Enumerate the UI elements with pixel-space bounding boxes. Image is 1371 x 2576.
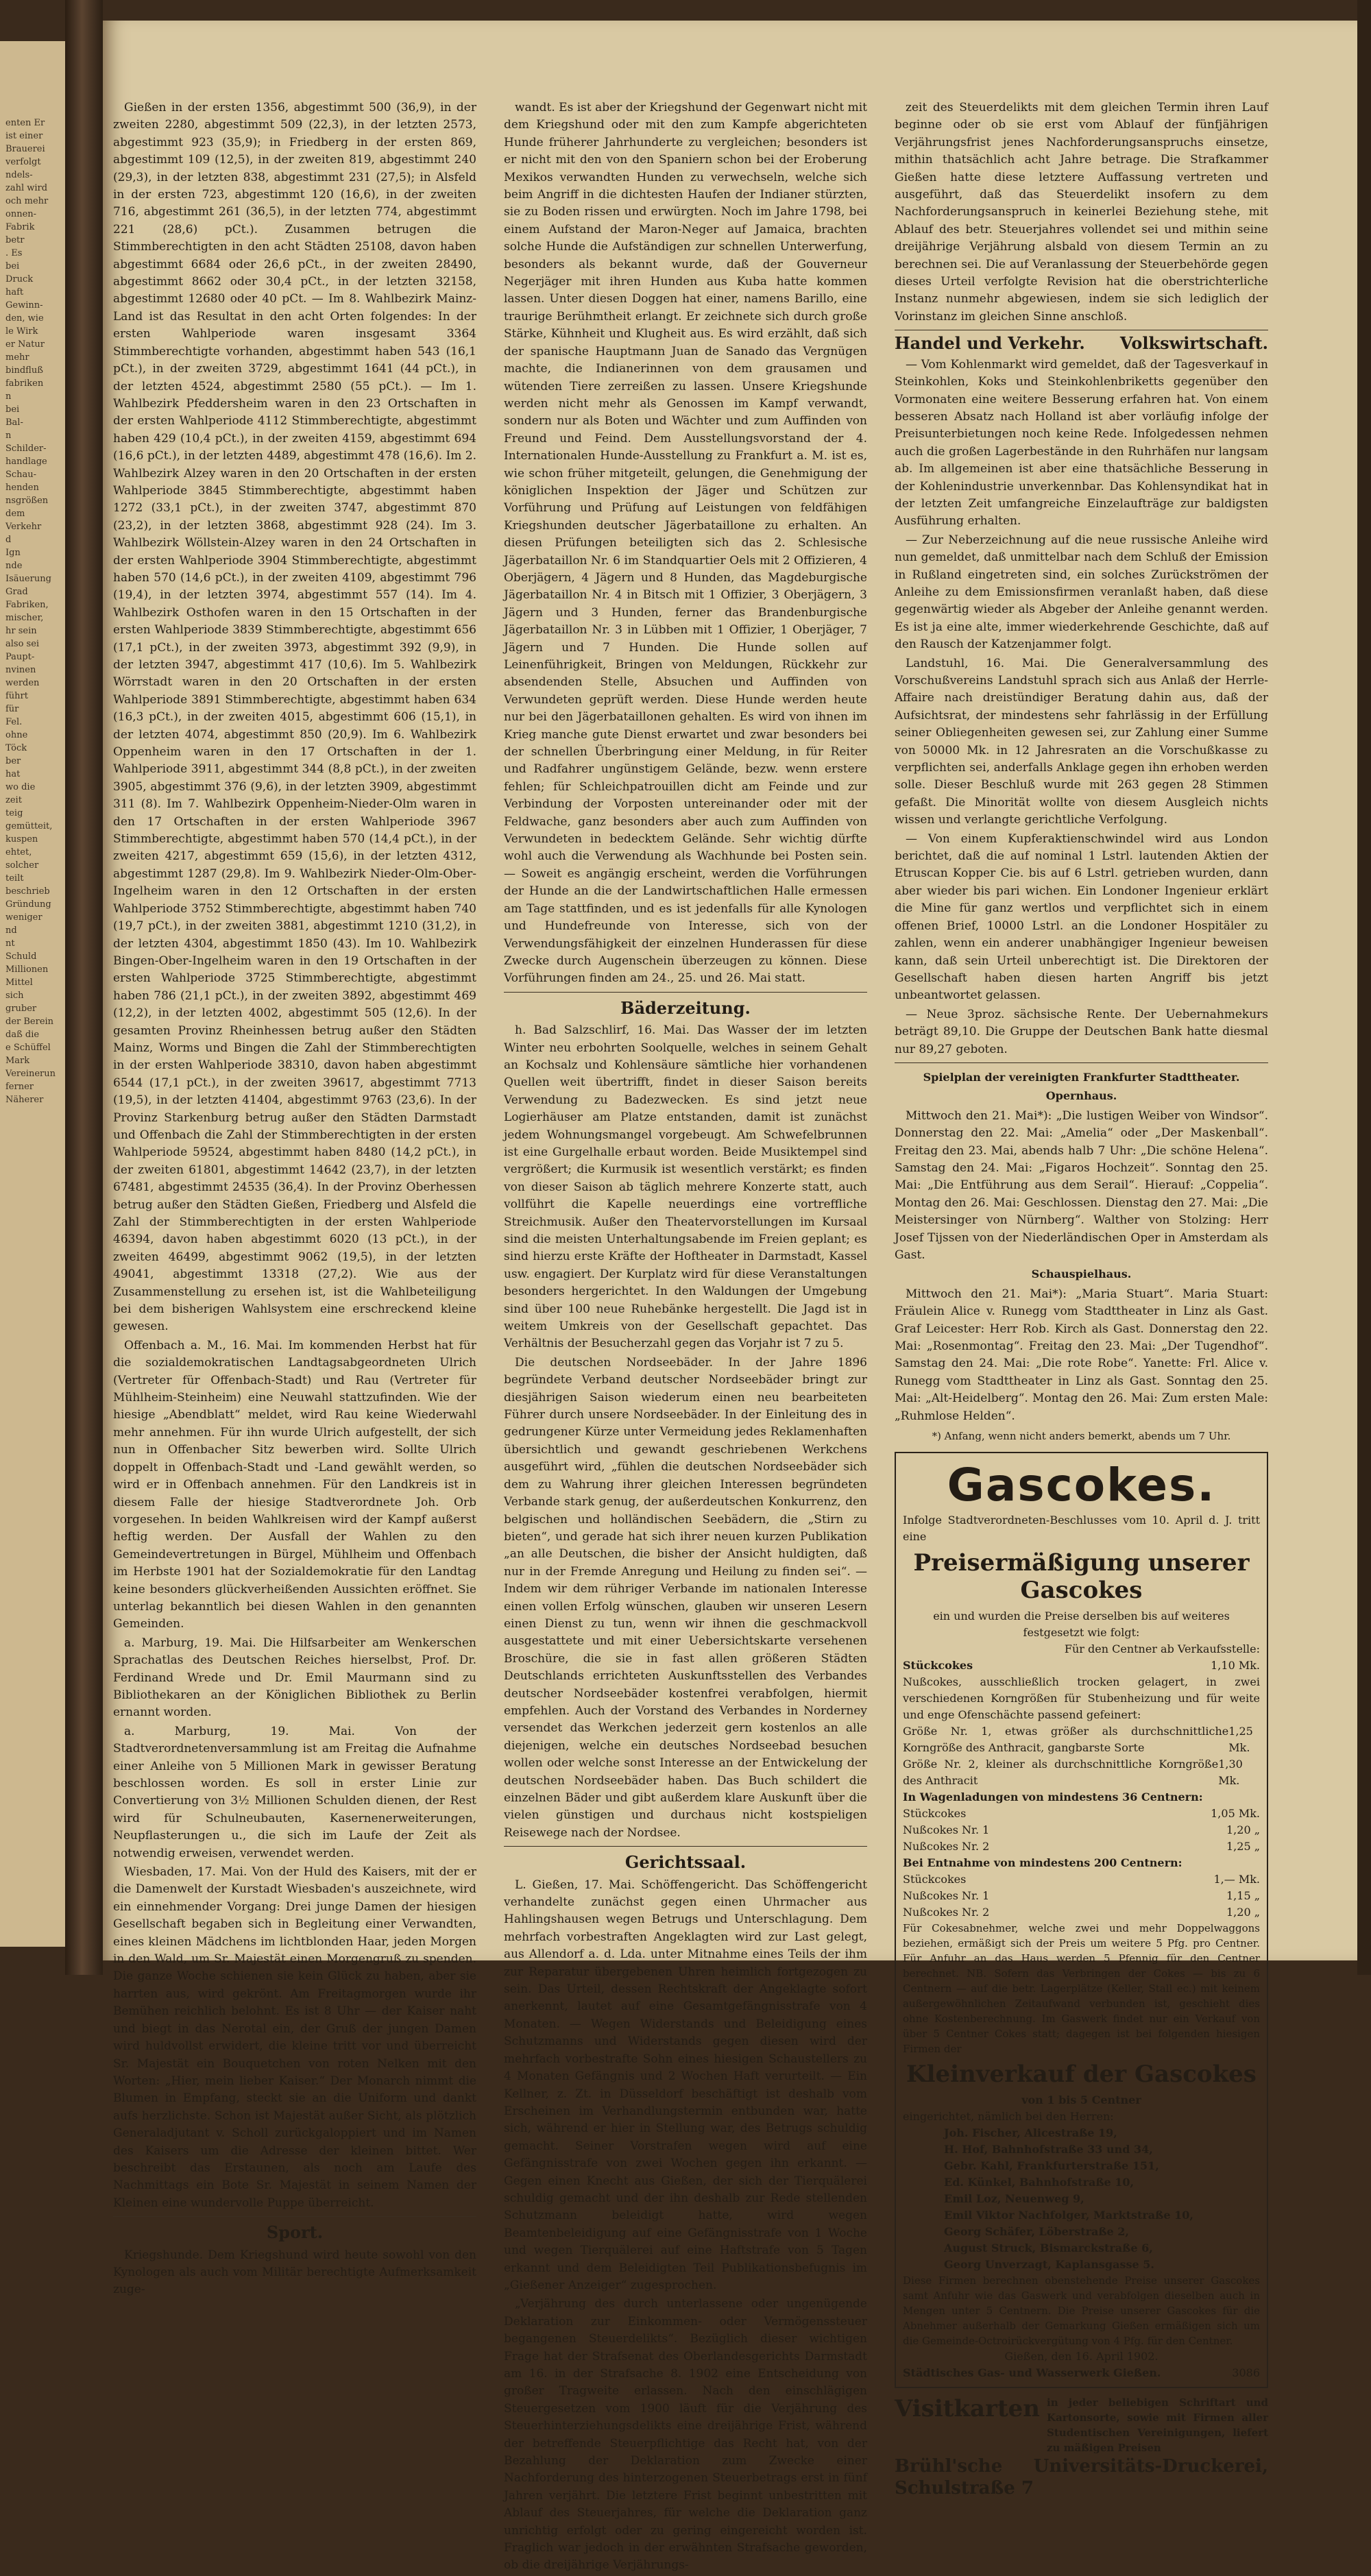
handel-heading bbox=[895, 335, 1268, 352]
russische-anleihe-news: — Zur Neberzeichnung auf die neue russische Anleihe wird nun gemeldet, daß unmittelbar nach dem Schluß der Emission in Rußland eingetreten sind, ein solches Zurückströmen der Anleihe zu dem Emissionsfirmen veranlaßt haben, daß diese gegenwärtig wieder als Abgeber der Anleihe genannt werden. Es ist ja eine alte, immer wiederkehrende Geschichte, daß auf den Rausch der Katzenjammer folgt. bbox=[895, 533, 1268, 652]
retailer-item: Emil Loz, Neuenweg 9, bbox=[944, 2192, 1084, 2206]
price-value: 1,— Mk. bbox=[1213, 1873, 1260, 1886]
retailer-item: H. Hof, Bahnhofstraße 33 und 34, bbox=[944, 2143, 1153, 2156]
price-row bbox=[903, 1723, 1260, 1756]
price-value: 1,20 „ bbox=[1226, 1906, 1260, 1919]
page-edge bbox=[1357, 0, 1371, 1975]
visitkarten-text: in jeder beliebigen Schriftart und Kartonsorte, sowie mit Firmen aller Studentischen Vereinigungen, liefert zu mäßigen Preisen bbox=[1047, 2396, 1268, 2455]
column-1 bbox=[113, 99, 476, 2300]
divider bbox=[504, 1846, 867, 1847]
visitkarten-advertisement bbox=[895, 2395, 1268, 2455]
gascokes-intro2: ein und wurden die Preise derselben bis auf weiteres festgesetzt wie folgt: bbox=[933, 1609, 1230, 1640]
price-label: Stückcokes bbox=[903, 1873, 967, 1886]
sport-text: Kriegshunde. Dem Kriegshund wird heute sowohl von den Kynologen als auch vom Militär berechtigte Aufmerksamkeit zuge- bbox=[113, 2248, 476, 2297]
price-label: Nußcokes Nr. 1 bbox=[903, 1823, 990, 1837]
landstuhl-news: Landstuhl, 16. Mai. Die Generalversammlung des Vorschußvereins Landstuhl sprach sich aus Anlaß der Herrle-Affaire nach dreistündiger Beratung dahin aus, daß der Aufsichtsrat, der mindestens sehr fahrlässig in der Erfüllung seiner Obliegenheiten gewesen sei, zur Zahlung einer Summe von 50000 Mk. in 12 Jahresraten an die Vorschußkasse zu verpflichten sei, anderfalls Anklage gegen ihn erhoben werden solle. Dieser Beschluß wurde mit 263 gegen 28 Stimmen gefaßt. Die Minorität wollte von diesem Ausgleich nichts wissen und verlangte gerichtliche Verfolgung. bbox=[895, 656, 1268, 827]
price-value: 1,15 „ bbox=[1226, 1889, 1260, 1903]
gascokes-headline: Preisermäßigung unserer Gascokes bbox=[913, 1549, 1250, 1605]
marburg-news-2: a. Marburg, 19. Mai. Von der Stadtverordnetenversammlung ist am Freitag die Aufnahme einer Anleihe von 5 Millionen Mark in gewisser Beratung beschlossen worden. Es soll in erster Linie zur Convertierung von 3½ Millionen Schulden dienen, der Rest wird für Schulneubauten, Kasernenerweiterungen, Neupflasterungen u., die sich im Laufe der Zeit als notwendig erweisen, verwendet werden. bbox=[113, 1724, 476, 1860]
column-2 bbox=[504, 99, 867, 2576]
salzschlirf-news: h. Bad Salzschlirf, 16. Mai. Das Wasser der im letzten Winter neu erbohrten Soolquelle, welches in seinem Gehalt an Kochsalz und Kohlensäure sämtliche hier vorhandenen Quellen weit übertrifft, findet in dieser Saison bereits Verwendung zu Badezwecken. Es sind jetzt neue Logierhäuser am Platze entstanden, damit ist zunächst jedem Wohnungsmangel vorgebeugt. Am Schwefelbrunnen ist eine Gurgelhalle erbaut worden. Beide Musiktempel sind vergrößert; die Kurmusik ist wesentlich verstärkt; es finden von dieser Saison ab täglich mehrere Konzerte statt, auch vollführt die Kapelle neuerdings eine vortreffliche Streichmusik. Außer den Theatervorstellungen im Kursaal sind die meisten Unterhaltungsabende im Freien geplant; es sind hierzu erste Kräfte der Hoftheater in Darmstadt, Kassel usw. engagiert. Der Kurplatz wird für diese Veranstaltungen besonders hergerichtet. In den Waldungen der Umgebung sind über 100 neue Ruhebänke hergestellt. Die Jagd ist in weitem Umkreis von der Gesellschaft gepachtet. Das Verhältnis der Besucherzahl gegen das Vorjahr ist 7 zu 5. bbox=[504, 1023, 867, 1351]
divider bbox=[113, 2216, 476, 2217]
nordseebaeder-news: Die deutschen Nordseebäder. In der Jahre 1896 begründete Verband deutscher Nordseebäder bringt zur diesjährigen Saison wiederum einen neu bearbeiteten Führer durch unsere Nordseebäder. In der Einleitung des in gedrungener Kürze unter Vermeidung jedes Reklamenhaften übersichtlich und gewandt geschriebenen Werkchens ausgeführt wird, „fühlen die deutschen Nordseebäder sich dem zu Wahrung ihrer gleichen Interessen begründeten Verbande stark genug, der außerdeutschen Konkurrenz, den belgischen und holländischen Seebädern, die „Stirn zu bieten“, und gerade hat sich ihrer neuen kurzen Publikation „an alle Deutschen, die bisher der Ansicht huldigten, daß nur in der Fremde Anregung und Heilung zu finden sei“. — Indem wir dem rühriger Verbande im nationalen Interesse einen vollen Erfolg wünschen, glauben wir unseren Lesern einen Dienst zu tun, wenn wir ihnen die geschmackvoll ausgestattete und mit einer Uebersichtskarte versehenen Broschüre, die sie in fast allen größeren Städten Deutschlands errichteten Auskunftsstellen des Verbandes deutscher Nordseebäder kostenfrei verabfolgen, hiermit empfehlen. Auch der Vorstand des Verbandes in Norderney versendet das Werkchen jederzeit gern kostenlos an alle diejenigen, welche ein deutsches Nordseebad besuchen wollen oder welche sonst Interesse an der Entwickelung der deutschen Nordseebäder haben. Das Buch schildert die einzelnen Bäder und gibt außerdem klare Auskunft über die vielen günstigen und durchaus nicht kostspieligen Reisewege nach der Nordsee. bbox=[504, 1355, 867, 1840]
price-value: 1,20 „ bbox=[1226, 1823, 1260, 1837]
price-row bbox=[903, 1657, 1260, 1674]
gascokes-advertisement bbox=[895, 1452, 1268, 2388]
retailer-item: Gebr. Kahl, Frankfurterstraße 151, bbox=[944, 2159, 1159, 2173]
schoeffengericht-report: L. Gießen, 17. Mai. Schöffengericht. Das Schöffengericht verhandelte zunächst gegen einen Uhrmacher aus Hahlingshausen wegen Betrugs und Unterschlagung. Dem mehrfach vorbestraften Angeklagten wird zur Last gelegt, aus Allendorf a. d. Lda. unter Mitnahme eines Teils der ihm zur Reparatur übergebenen Uhren heimlich fortgezogen zu sein. Das Urteil, dessen Rechtskraft der Angeklagte sofort anerkennt, lautet auf eine Gesamtgefängnisstrafe von 4 Monaten. — Wegen Widerstands und Beleidigung eines Schutzmanns und Widerstands gegen diesen wird der mehrfach vorbestrafte Sohn eines hiesigen Schaustellers zu 4 Monaten Gefängnis und 2 Wochen Haft verurteilt. — Ein Kellner, z. Zt. in Düsseldorf beschäftigt ist deshalb vom Erscheinen im Verhandlungstermin entbunden war, hatte sich, während er hier in Stellung war, des Betrugs schuldig gemacht. Seiner Vorstrafen wegen wird auf eine Gefängnisstrafe von zwei Wochen gegen ihn erkannt. — Gegen einen Knecht aus Gießen, der sich der Tierquälerei schuldig gemacht und der ihn deshalb zur Rede stellenden Schutzmann beleidigt hatte, wird wegen Beamtenbeleidigung auf eine Gefängnisstrafe von 1 Woche und wegen Tierquälerei auf eine Haftstrafe von 5 Tagen erkannt und dem Beleidigten Teil Publikationsbefugnis im „Gießener Anzeiger“ zugesprochen. bbox=[504, 1878, 867, 2292]
wagon-heading: In Wagenladungen von mindestens 36 Centnern: bbox=[903, 1790, 1203, 1804]
signature-place: Gießen, den 16. April 1902. bbox=[1004, 2350, 1158, 2364]
previous-page-edge bbox=[0, 41, 65, 1947]
gascokes-closing: Diese Firmen berechnen obenstehende Preise unserer Gascokes samt Anfuhr wie das Gaswerk und verabfolgen dieselben auch in Mengen unter 5 Centnern. Die Preise unserer Gascokes für die Abnehmer außerhalb der Gemarkung Gießen ermäßigen sich um die Gemeinde-Octroirückvergütung von 4 Pfg. für den Centner. bbox=[903, 2274, 1260, 2348]
ad-code: 3086 bbox=[1232, 2366, 1260, 2380]
price-header: Für den Centner ab Verkaufsstelle: bbox=[1064, 1642, 1260, 1656]
retailer-item: Emil Viktor Nachfolger, Marktstraße 10, bbox=[944, 2209, 1193, 2222]
gascokes-notes: Für Cokesabnehmer, welche zwei und mehr Doppelwaggons beziehen, ermäßigt sich der Preis um weitere 5 Pfg. pro Centner. Für Anfuhr an das Haus werden 5 Pfennig für den Centner berechnet. NB. Sofern das Verbringen der Cokes — bis zu 6 Centnern — auf die betr. Lagerplätze (Keller, Stall ec.) mit keinem außergewöhnlichen Zeitaufwand verbunden ist, geschieht dies ohne Kostenberechnung. Im Gaswerk findet nur ein Verkauf von über 5 Centner Cokes statt; dagegen ist bei folgenden hiesigen Firmen der bbox=[903, 1922, 1260, 2056]
price-label: Größe Nr. 1, etwas größer als durchschnittliche Korngröße des Anthracit, gangbarste Sorte bbox=[903, 1725, 1229, 1755]
retailer-item: Georg Schäfer, Löberstraße 2, bbox=[944, 2225, 1129, 2239]
price-row bbox=[903, 1838, 1260, 1855]
divider bbox=[895, 1062, 1268, 1063]
opernhaus-program: Mittwoch den 21. Mai*): „Die lustigen Weiber von Windsor“. Donnerstag den 22. Mai: „Amelia“ oder „Der Maskenball“. Freitag den 23. Mai, abends halb 7 Uhr: „Die schöne Helena“. Samstag den 24. Mai: „Figaros Hochzeit“. Sonntag den 25. Mai: „Die Entführung aus dem Serail“. Hierauf: „Coppelia“. Montag den 26. Mai: Geschlossen. Dienstag den 27. Mai: „Die Meistersinger von Nürnberg“. Walther von Stolzing: Herr Josef Tijssen von der Niederländischen Oper in Amsterdam als Gast. bbox=[895, 1108, 1268, 1262]
price-row bbox=[903, 1756, 1260, 1789]
price-row bbox=[903, 1904, 1260, 1921]
book-gutter bbox=[65, 0, 103, 1975]
offenbach-news: Offenbach a. M., 16. Mai. Im kommenden Herbst hat für die sozialdemokratischen Landtagsabgeordneten Ulrich (Vertreter für Offenbach-Stadt) und Rau (Vertreter für Mühlheim-Steinheim) eine Neuwahl stattzufinden. Wie der hiesige „Abendblatt“ meldet, wird Rau keine Wiederwahl mehr annehmen. Für ihn wurde Ulrich aufgestellt, der sich nun in Offenbacher Sitz bewerben wird. Sollte Ulrich doppelt in Offenbach-Stadt und -Land gewählt werden, so wird er in Offenbach annehmen. Für den Landkreis ist in diesem Falle der hiesige Stadtverordnete Joh. Orb vorgesehen. In beiden Wahlkreisen wird der Kampf außerst heftig werden. Der Ausfall der Wahlen zu den Gemeindevertretungen in Bürgel, Mühlheim und Offenbach im Herbste 1901 hat der Sozialdemokratie für den Landtag keine besonders glückverheißenden Aussichten eröffnet. Sie unterlag bekanntlich bei diesen Wahlen in den genannten Gemeinden. bbox=[113, 1338, 476, 1631]
price-value: 1,25 „ bbox=[1226, 1840, 1260, 1854]
gascokes-title: Gascokes. bbox=[947, 1459, 1216, 1512]
signature-name: Städtisches Gas- und Wasserwerk Gießen. bbox=[903, 2366, 1161, 2380]
verjaehrung-continued: zeit des Steuerdelikts mit dem gleichen Termin ihren Lauf beginne oder ob sie erst vom Ablauf der fünfjährigen Verjährungsfrist jenes Nachforderungsanspruchs einsetze, mithin thatsächlich acht Jahre betrage. Die Strafkammer Gießen hatte diese letztere Auffassung vertreten und ausgeführt, daß das Steuerdelikt insofern zu dem Nachforderungsanspruch in keinerlei Beziehung stehe, mit Ablauf des betr. Steuerjahres vollendet sei und mithin seine dreijährige Verjährung alsbald von diesem Termin an zu berechnen sei. Die auf Veranlassung der Steuerbehörde gegen dieses Urteil verfolgte Revision hat die oberstrichterliche Instanz nunmehr abgewiesen, indem sie sich lediglich der Vorinstanz im gleichen Sinne anschloß. bbox=[895, 101, 1268, 324]
kriegshunde-continued: wandt. Es ist aber der Kriegshund der Gegenwart nicht mit dem Kriegshund oder mit den zum Kampfe abgerichteten Hunde früherer Jahrhunderte zu vergleichen; besonders ist er nicht mit den von den Spaniern schon bei der Eroberung Mexikos verwandten Hunden zu verwechseln, welche sich beim Angriff in die dichtesten Haufen der Indianer stürzten, sie zu Boden rissen und erwürgten. Noch im Jahre 1798, bei einem Aufstand der Maron-Neger auf Jamaica, brachten solche Hunde die Aufständigen zur schnellen Unterwerfung, besonders als bekannt wurde, daß der Gouverneur Negerjäger mit ihren Hunden aus Kuba hatte kommen lassen. Unter diesen Doggen hat einer, namens Barillo, eine traurige Berühmtheit erlangt. Er zeichnete sich durch große Stärke, Kühnheit und Klugheit aus. Es wird erzählt, daß sich der spanische Hauptmann Juan de Sanado das Vergnügen machte, die Indianerinnen von dem grausamen und wütenden Tiere zerreißen zu lassen. Unsere Kriegshunde werden nicht mehr als Genossen im Kampf verwandt, sondern nur als Boten und Wächter und zum Auffinden von Freund und Feind. Dem Ausstellungsvorstand der 4. Internationalen Hunde-Ausstellung zu Frankfurt a. M. ist es, wie schon früher mitgeteilt, gelungen, die Genehmigung der königlichen Inspektion der Jäger und Schützen zur Vorführung und Prüfung auf Leistungen von feldfähigen Kriegshunden deutscher Jägerbataillone zu erhalten. An diesen Prüfungen beteiligten sich das 2. Schlesische Jägerbataillon Nr. 6 im Standquartier Oels mit 2 Offizieren, 4 Oberjägern, 4 Jägern und 8 Hunden, das Magdeburgische Jägerbataillon Nr. 4 in Bitsch mit 1 Offizier, 3 Oberjägern, 3 Jägern und 3 Hunden, ferner das Brandenburgische Jägerbataillon Nr. 3 in Lübben mit 1 Offizier, 1 Oberjäger, 7 Jägern und 7 Hunden. Die Hunde sollen auf Leinenführigkeit, Bringen von Meldungen, Rückkehr zur absendenden Stelle, Absuchen und Auffinden von Verwundeten geprüft werden. Diese Hunde werden heute nur bei den Jägerbataillonen gehalten. Es wird von ihnen im Krieg manche gute Dienst erwartet und zwar besonders bei der schnellen Überbringung einer Meldung, in für Reiter und Radfahrer ungünstigem Gelände, bezw. wenn erstere fehlen; für Schleichpatrouillen dicht am Feinde und zur Verbindung der Vorposten untereinander oder mit der Feldwache, ganz besonders aber auch zum Auffinden von Verwundeten in bedecktem Gelände. Sehr wichtig dürfte wohl auch die Verwendung als Wachhunde bei Posten sein. — Soweit es angängig erscheint, werden die Vorführungen der Hunde an die der Landwirtschaftlichen Halle ermessen am Tage stattfinden, und es ist jedenfalls für alle Kynologen und Hundefreunde von Interesse, sich von der Verwendungsfähigkeit der einzelnen Hunderassen für diese Zwecke durch Augenschein überzeugen zu können. Diese Vorführungen finden am 24., 25. und 26. Mai statt. bbox=[504, 101, 867, 986]
price-value: 1,10 Mk. bbox=[1211, 1659, 1260, 1673]
verjaehrung-report: „Verjährung des durch unterlassene oder ungenügende Deklaration zur Einkommen- oder Vermögenssteuer begangenen Steuerdelikts“. Bezüglich dieser wichtigen Frage hat der Strafsenat des Oberlandesgerichts Darmstadt am 16. in der Strafsache 8. 1902 eine Entscheidung von großer Tragweite erlassen. Nach den einschlägigen Steuergesetzen vom 1900 läuft für die Verjährung des Steuerhinterziehungsdelikts eine dreijährige Frist, während der betreffende Steuerpflichtige das Recht hat, von der Bezahlung der Deklaration zum Zwecke einer Nachforderung des hinterzogenen Steuerbetrags erst in fünf Jahren verjährt. Die letztere Frist beginnt unbestritten mit Ablauf des Steuerjahres, für welche die Deklaration ganz unrichtig erfolgt oder zu gering eingereicht worden ist. Fraglich war jedoch in der erwähnten Strafsache geworden, ob die dreijährige Verjährungs- bbox=[504, 2297, 867, 2573]
wiesbaden-news: Wiesbaden, 17. Mai. Von der Huld des Kaisers, mit der er die Damenwelt der Kurstadt Wiesbaden's auszeichnete, wird ein einnehmender Vorgang: Drei junge Damen der hiesigen Gesellschaft begaben sich in Begleitung einer Verwandten, eines kleinen Mädchens im lichtblonden Haar, jeden Morgen in den Wald, um Sr. Majestät einen Morgengruß zu spenden. Die ganze Woche schienen sie kein Glück zu haben, aber sie harrten aus, wird gekrönt. Am Freitagmorgen wurde ihr Bemühen reichlich belohnt. Es ist 8 Uhr — der Kaiser naht und biegt in das Nerotal ein, der Gruß der jungen Damen wird huldvollst erwidert, die kleine tritt vor und überreicht Sr. Majestät ein Bouquetchen von roten Nelken mit den Worten: „Hier, mein lieber Kaiser.“ Der Monarch nimmt die Blumen in Empfang, steckt sie an die Uniform und dankt aufs herzlichste. Schon ist Majestät außer Sicht, als plötzlich Generaladjutant v. Scholl zurückgaloppiert und im Namen des Kaisers um die Adresse der kleinen bittet. Wer beschreibt das Erstaunen, als noch am Laufe des Nachmittags ein Bote Sr. Majestät in seinem Namen der Kleinen eine wundervolle Puppe überreicht. bbox=[113, 1865, 476, 2210]
price-label: Stückcokes bbox=[903, 1659, 973, 1673]
schauspielhaus-heading: Schauspielhaus. bbox=[1031, 1267, 1132, 1281]
sport-heading: Sport. bbox=[266, 2222, 324, 2243]
retailer-item: Ed. Künkel, Bahnhofstraße 10, bbox=[944, 2176, 1135, 2189]
visitkarten-firm: Brühl'sche Universitäts-Druckerei, Schulstraße 7 bbox=[895, 2456, 1268, 2499]
price-label: Nußcokes, ausschließlich trocken gelagert, in zwei verschiedenen Korngrößen für Stubenheizung und für weite und enge Ofenschächte passend gefeinert: bbox=[903, 1675, 1260, 1722]
kupferaktien-news: — Von einem Kupferaktienschwindel wird aus London berichtet, daß die auf nominal 1 Lstrl. lautenden Aktien der Etruscan Kopper Cie. bis auf 6 Lstrl. getrieben wurden, dann aber wieder bis pari wichen. Ein Londoner Ingenieur erklärt die Mine für ganz wertlos und verpflichtet sich in einem offenen Brief, 10000 Lstrl. an die Londoner Hospitäler zu zahlen, wenn ein anderer unabhängiger Ingenieur beweisen kann, daß sein Urteil unberechtigt ist. Die Direktoren der Gesellschaft haben diesen harten Angriff bis jetzt unbeantwortet gelassen. bbox=[895, 831, 1268, 1003]
signature-row bbox=[903, 2365, 1260, 2381]
retail-heading: Kleinverkauf der Gascokes bbox=[906, 2061, 1257, 2089]
saechsische-rente-news: — Neue 3proz. sächsische Rente. Der Uebernahmekurs beträgt 89,10. Die Gruppe der Deutschen Bank hatte diesmal nur 89,27 geboten. bbox=[895, 1007, 1268, 1056]
column-3 bbox=[895, 99, 1268, 2499]
baederzeitung-heading: Bäderzeitung. bbox=[620, 997, 751, 1018]
price-label: Größe Nr. 2, kleiner als durchschnittliche Korngröße des Anthracit bbox=[903, 1758, 1219, 1788]
price-label: Stückcokes bbox=[903, 1807, 967, 1821]
opernhaus-heading: Opernhaus. bbox=[1045, 1089, 1117, 1103]
marburg-news-1: a. Marburg, 19. Mai. Die Hilfsarbeiter am Wenkerschen Sprachatlas des Deutschen Reiches hierselbst, Prof. Dr. Ferdinand Wrede und Dr. Emil Maurmann sind zu Bibliothekaren an der Königlichen Bibliothek zu Berlin ernannt worden. bbox=[113, 1636, 476, 1720]
previous-page-text: enten Er ist einer Brauerei verfolgt ndels- zahl wird och mehr onnen- Fabrik betr . Es bei Druck haft Gewinn- den, wie le Wirk er Natur mehr bindfluß fabriken n bei Bal- n Schilder- handlage Schau- henden nsgrößen dem Verkehr d Ign nde Isäuerung Grad Fabriken, mischer, hr sein also sei Paupt- nvinen werden führt für Fel. ohne Töck ber hat wo die zeit teig gemütteit, kuspen ehtet, solcher teilt beschrieb Gründung weniger nd nt Schuld Millionen Mittel sich gruber der Berein daß die e Schüffel Mark Vereinerun ferner Näherer bbox=[5, 118, 56, 1105]
retail-intro: eingerichtet, nämlich bei den Herren: bbox=[903, 2110, 1114, 2124]
election-statistics-paragraph: Gießen in der ersten 1356, abgestimmt 500 (36,9), in der zweiten 2280, abgestimmt 509 (22,3), in der letzten 2573, abgestimmt 923 (35,9); in Friedberg in der ersten 869, abgestimmt 109 (12,5), in der zweiten 819, abgestimmt 240 (29,3), in der letzten 838, abgestimmt 231 (27,5); in Alsfeld in der ersten 723, abgestimmt 120 (16,6), in der zweiten 716, abgestimmt 261 (36,5), in der letzten 774, abgestimmt 221 (28,6) pCt.). Zusammen betrugen die Stimmberechtigten in den acht Städten 25108, davon haben abgestimmt 6684 oder 26,6 pCt., in der zweiten 28490, abgestimmt 8662 oder 30,4 pCt., in der letzten 32158, abgestimmt 12680 oder 40 pCt. — Im 8. Wahlbezirk Mainz-Land ist das Resultat in den acht Orten folgendes: In der ersten Wahlperiode waren insgesamt 3364 Stimmberechtigte vorhanden, abgestimmt haben 543 (16,1 pCt.), in der zweiten 3729, abgestimmt 1641 (44 pCt.), in der letzten 4524, abgestimmt 2580 (55 pCt.). — Im 1. Wahlbezirk Pfeddersheim waren in den 23 Ortschaften in der ersten Wahlperiode 4112 Stimmberechtigte, abgestimmt haben 429 (10,4 pCt.), in der zweiten 4159, abgestimmt 694 (16,6 pCt.), in der letzten 4489, abgestimmt 478 (16,6). Im 2. Wahlbezirk Alzey waren in den 20 Ortschaften in der ersten Wahlperiode 3845 Stimmberechtigte, abgestimmt haben 1272 (33,1 pCt.), in der zweiten 3747, abgestimmt 870 (23,2), in der letzten 3868, abgestimmt 928 (24). Im 3. Wahlbezirk Wöllstein-Alzey waren in den 24 Ortschaften in der ersten Wahlperiode 3904 Stimmberechtigte, abgestimmt haben 570 (14,6 pCt.), in der zweiten 4109, abgestimmt 796 (19,4), in der letzten 3974, abgestimmt 557 (14). Im 4. Wahlbezirk Osthofen waren in den 15 Ortschaften in der ersten Wahlperiode 3839 Stimmberechtigte, abgestimmt 656 (17,1 pCt.), in der zweiten 3973, abgestimmt 392 (9,9), in der letzten 3947, abgestimmt 417 (10,6). Im 5. Wahlbezirk Wörrstadt waren in den 20 Ortschaften in der ersten Wahlperiode 3891 Stimmberechtigte, abgestimmt haben 634 (16,3 pCt.), in der zweiten 4015, abgestimmt 606 (15,1), in der letzten 4074, abgestimmt 850 (20,9). Im 6. Wahlbezirk Oppenheim waren in den 17 Ortschaften in der 1. Wahlperiode 3911, abgestimmt 344 (8,8 pCt.), in der zweiten 3905, abgestimmt 376 (9,6), in der letzten 3909, abgestimmt 311 (8). Im 7. Wahlbezirk Oppenheim-Nieder-Olm waren in den 17 Ortschaften in der ersten Wahlperiode 3967 Stimmberechtigte, abgestimmt haben 570 (14,4 pCt.), in der zweiten 4217, abgestimmt 659 (15,6), in der letzten 4312, abgestimmt 1287 (29,8). Im 9. Wahlbezirk Nieder-Olm-Ober-Ingelheim waren in den 12 Ortschaften in der ersten Wahlperiode 3752 Stimmberechtigte, abgestimmt haben 740 (19,7 pCt.), in der zweiten 3881, abgestimmt 1210 (31,2), in der letzten 4304, abgestimmt 1850 (43). Im 10. Wahlbezirk Bingen-Ober-Ingelheim waren in den 19 Ortschaften in der ersten Wahlperiode 3725 Stimmberechtigte, abgestimmt haben 786 (21,1 pCt.), in der zweiten 3892, abgestimmt 469 (12,2), in der letzten 4002, abgestimmt 505 (12,6). In der gesamten Provinz Rheinhessen betrug außer den Städten Mainz, Worms und Bingen die Zahl der Stimmberechtigten in der ersten Wahlperiode 38310, davon haben abgestimmt 6544 (17,1 pCt.), in der zweiten 39617, abgestimmt 7713 (19,5), in der letzten 41404, abgestimmt 9763 (23,6). In der Provinz Starkenburg betrug außer den Städten Darmstadt und Offenbach die Zahl der Stimmberechtigten in der ersten Wahlperiode 59524, abgestimmt haben 8480 (14,2 pCt.), in der zweiten 61801, abgestimmt 14642 (23,7), in der letzten 67481, abgestimmt 24535 (36,4). In der Provinz Oberhessen betrug außer den Städten Gießen, Friedberg und Alsfeld die Zahl der Stimmberechtigten in der ersten Wahlperiode 46394, davon haben abgestimmt 6020 (13 pCt.), in der zweiten 46499, abgestimmt 9062 (19,5), in der letzten 49041, abgestimmt 13318 (27,2). Wie aus der Zusammenstellung zu ersehen ist, ist die Wahlbeteiligung bei dem bisherigen Wahlsystem eine erschreckend kleine gewesen. bbox=[113, 101, 476, 1334]
retailer-item: Joh. Fischer, Alicestraße 19, bbox=[944, 2126, 1117, 2140]
price-value: 1,30 Mk. bbox=[1218, 1758, 1243, 1788]
price-row bbox=[903, 1822, 1260, 1838]
price-value: 1,05 Mk. bbox=[1211, 1807, 1260, 1821]
gascokes-intro: Infolge Stadtverordneten-Beschlusses vom 10. April d. J. tritt eine bbox=[903, 1514, 1260, 1544]
price-row bbox=[903, 1806, 1260, 1822]
price-label: Nußcokes Nr. 1 bbox=[903, 1889, 990, 1903]
schauspielhaus-program: Mittwoch den 21. Mai*): „Maria Stuart“. Maria Stuart: Fräulein Alice v. Runegg vom Stadttheater in Linz als Gast. Graf Leicester: Herr Rob. Kirch als Gast. Donnerstag den 22. Mai: „Rosenmontag“. Freitag den 23. Mai: „Der Tugendhof“. Samstag den 24. Mai: „Die rote Robe“. Yanette: Frl. Alice v. Runegg vom Stadttheater in Linz als Gast. Sonntag den 25. Mai: „Alt-Heidelberg“. Montag den 26. Mai: Zum ersten Male: „Ruhmlose Helden“. bbox=[895, 1287, 1268, 1423]
price-row bbox=[903, 1871, 1260, 1888]
program-note: *) Anfang, wenn nicht anders bemerkt, abends um 7 Uhr. bbox=[932, 1430, 1231, 1443]
price-label: Nußcokes Nr. 2 bbox=[903, 1906, 990, 1919]
handel-heading-right: Volkswirtschaft. bbox=[1119, 333, 1268, 354]
spielplan-heading: Spielplan der vereinigten Frankfurter Stadttheater. bbox=[923, 1070, 1240, 1084]
price-row bbox=[903, 1674, 1260, 1723]
divider bbox=[504, 992, 867, 993]
retail-subheading: von 1 bis 5 Centner bbox=[1021, 2093, 1141, 2107]
gerichtssaal-heading: Gerichtssaal. bbox=[624, 1852, 747, 1873]
price-row bbox=[903, 1888, 1260, 1904]
visitkarten-title: Visitkarten bbox=[895, 2395, 1041, 2423]
bulk-heading: Bei Entnahme von mindestens 200 Centnern: bbox=[903, 1856, 1182, 1870]
retailer-item: August Struck, Bismarckstraße 6, bbox=[944, 2241, 1153, 2255]
handel-heading-left: Handel und Verkehr. bbox=[895, 333, 1085, 354]
price-label: Nußcokes Nr. 2 bbox=[903, 1840, 990, 1854]
kohlenmarkt-news: — Vom Kohlenmarkt wird gemeldet, daß der Tagesverkauf in Steinkohlen, Koks und Steinkohlenbriketts gegenüber den Vormonaten eine weitere Besserung erfahren hat. Von einem besseren Absatz nach Holland ist aber vorläufig infolge der Preisunterbietungen noch keine Rede. Infolgedessen nehmen auch die großen Lagerbestände in den Ruhrhäfen nur langsam ab. Im allgemeinen ist aber eine thatsächliche Besserung in der Kohlenindustrie unverkennbar. Das Kohlensyndikat hat in der letzten Zeit umfangreiche Einzelaufträge zur baldigsten Ausführung erhalten. bbox=[895, 357, 1268, 528]
price-value: 1,25 Mk. bbox=[1228, 1725, 1253, 1755]
retailer-item: Georg Unverzagt, Kaplansgasse 5. bbox=[944, 2258, 1154, 2272]
